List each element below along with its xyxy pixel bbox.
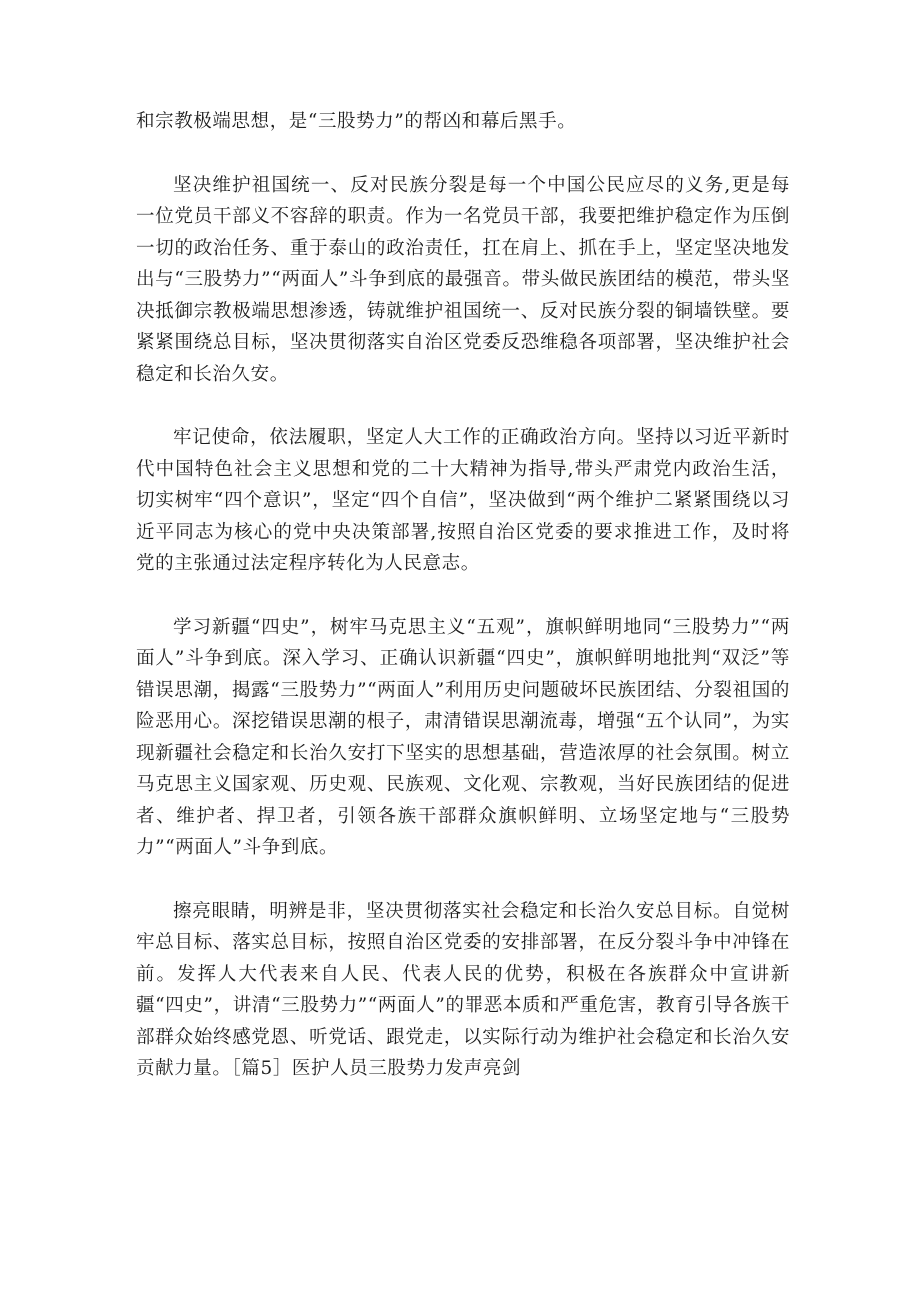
paragraph-5: 擦亮眼睛，明辨是非，坚决贯彻落实社会稳定和长治久安总目标。自觉树牢总目标、落实总目标，按照自治区党委的安排部署，在反分裂斗争中冲锋在前。发挥人大代表来自人民、代表人民的优势，积极在各族群众中宣讲新疆“四史”，讲清“三股势力”“两面人”的罪恶本质和严重危害，教育引导各族干部群众始终感党恩、听党话、跟党走，以实际行动为维护社会稳定和长治久安贡献力量。［篇5］医护人员三股势力发声亮剑 (136, 900, 790, 1079)
paragraph-4: 学习新疆“四史”，树牢马克思主义“五观”，旗帜鲜明地同“三股势力”“两面人”斗争到底。深入学习、正确认识新疆“四史”，旗帜鲜明地批判“双泛”等错误思潮，揭露“三股势力”“两面人”利用历史问题破坏民族团结、分裂祖国的险恶用心。深挖错误思潮的根子，肃清错误思潮流毒，增强“五个认同”，为实现新疆社会稳定和长治久安打下坚实的思想基础，营造浓厚的社会氛围。树立马克思主义国家观、历史观、民族观、文化观、宗教观，当好民族团结的促进者、维护者、捍卫者，引领各族干部群众旗帜鲜明、立场坚定地与“三股势力”“两面人”斗争到底。 (136, 616, 790, 858)
paragraph-1: 和宗教极端思想，是“三股势力”的帮凶和幕后黑手。 (136, 111, 577, 132)
paragraph-2: 坚决维护祖国统一、反对民族分裂是每一个中国公民应尽的义务,更是每一位党员干部义不容辞的职责。作为一名党员干部，我要把维护稳定作为压倒一切的政治任务、重于泰山的政治责任，扛在肩上、抓在手上，坚定坚决地发出与“三股势力”“两面人”斗争到底的最强音。带头做民族团结的模范，带头坚决抵御宗教极端思想渗透，铸就维护祖国统一、反对民族分裂的铜墙铁壁。要紧紧围绕总目标，坚决贯彻落实自治区党委反恐维稳各项部署，坚决维护社会稳定和长治久安。 (136, 174, 790, 385)
document-body (136, 106, 790, 1117)
paragraph-3: 牢记使命，依法履职，坚定人大工作的正确政治方向。坚持以习近平新时代中国特色社会主义思想和党的二十大精神为指导,带头严肃党内政治生活，切实树牢“四个意识”，坚定“四个自信”，坚决做到“两个维护二紧紧围绕以习近平同志为核心的党中央决策部署,按照自治区党委的要求推进工作，及时将党的主张通过法定程序转化为人民意志。 (136, 427, 790, 574)
